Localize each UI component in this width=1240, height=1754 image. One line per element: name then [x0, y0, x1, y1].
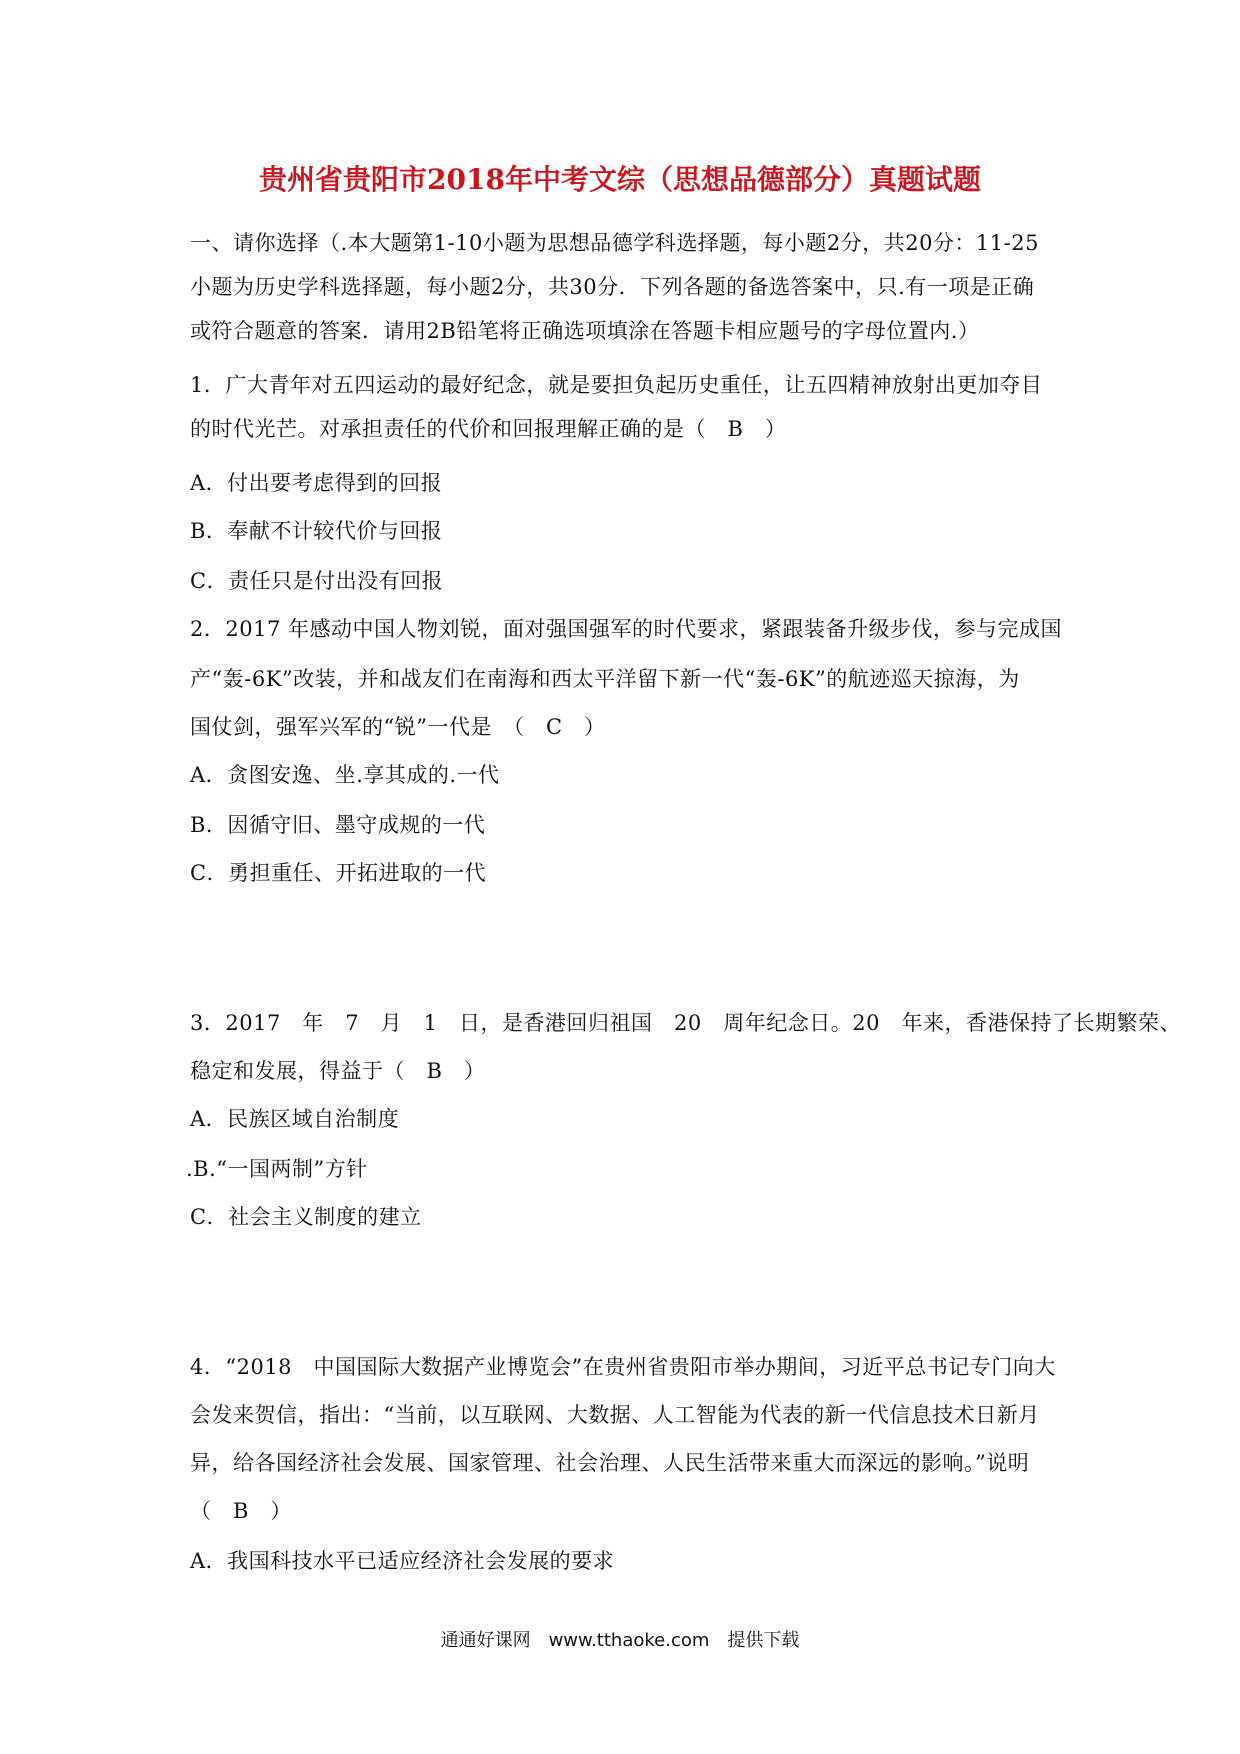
question-3-option-c: C．社会主义制度的建立: [190, 1205, 422, 1229]
question-1-option-b: B．奉献不计较代价与回报: [190, 519, 443, 543]
question-3-stem: 3．2017 年 7 月 1 日，是香港回归祖国 20 周年纪念日。20 年来，香港保持了长期繁荣、: [190, 1011, 1181, 1035]
question-2-stem: 2．2017 年感动中国人物刘锐，面对强国强军的时代要求，紧跟装备升级步伐，参与完成国: [190, 617, 1062, 641]
question-4-stem: 异，给各国经济社会发展、国家管理、社会治理、人民生活带来重大而深远的影响。”说明: [190, 1451, 1030, 1475]
page-title: 贵州省贵阳市2018年中考文综（思想品德部分）真题试题: [259, 163, 981, 196]
question-2-stem: 产“轰-6K”改装，并和战友们在南海和西太平洋留下新一代“轰-6K”的航迹巡天掠海，为: [190, 667, 1020, 691]
instructions-line: 小题为历史学科选择题，每小题2分，共30分．下列各题的备选答案中，只.有一项是正确: [190, 275, 1035, 299]
question-1-stem: 1．广大青年对五四运动的最好纪念，就是要担负起历史重任，让五四精神放射出更加夺目: [190, 373, 1043, 397]
question-4-stem: （ B ）: [190, 1499, 292, 1523]
question-1-option-a: A．付出要考虑得到的回报: [190, 471, 443, 495]
question-2-option-b: B．因循守旧、墨守成规的一代: [190, 813, 486, 837]
question-4-stem: 会发来贺信，指出：“当前，以互联网、大数据、人工智能为代表的新一代信息技术日新月: [190, 1403, 1040, 1427]
question-3-option-b: .B.“一国两制”方针: [186, 1157, 368, 1181]
question-3-option-a: A．民族区域自治制度: [190, 1107, 400, 1131]
instructions-line: 或符合题意的答案．请用2B铅笔将正确选项填涂在答题卡相应题号的字母位置内.）: [190, 319, 980, 343]
question-1-option-c: C．责任只是付出没有回报: [190, 569, 444, 593]
instructions-line: 一、请你选择（.本大题第1-10小题为思想品德学科选择题，每小题2分，共20分：11-25: [190, 231, 1039, 255]
question-4-option-a: A．我国科技水平已适应经济社会发展的要求: [190, 1549, 615, 1573]
question-4-stem: 4．“2018 中国国际大数据产业博览会”在贵州省贵阳市举办期间，习近平总书记专门向大: [190, 1355, 1056, 1379]
question-1-stem: 的时代光芒。对承担责任的代价和回报理解正确的是（ B ）: [190, 417, 787, 441]
question-2-option-c: C．勇担重任、开拓进取的一代: [190, 861, 487, 885]
question-2-option-a: A．贪图安逸、坐.享其成的.一代: [190, 763, 500, 787]
question-3-stem: 稳定和发展，得益于（ B ）: [190, 1059, 486, 1083]
question-2-stem: 国仗剑，强军兴军的“锐”一代是 （ C ）: [190, 715, 606, 739]
footer-credit: 通通好课网 www.tthaoke.com 提供下载: [440, 1630, 800, 1651]
